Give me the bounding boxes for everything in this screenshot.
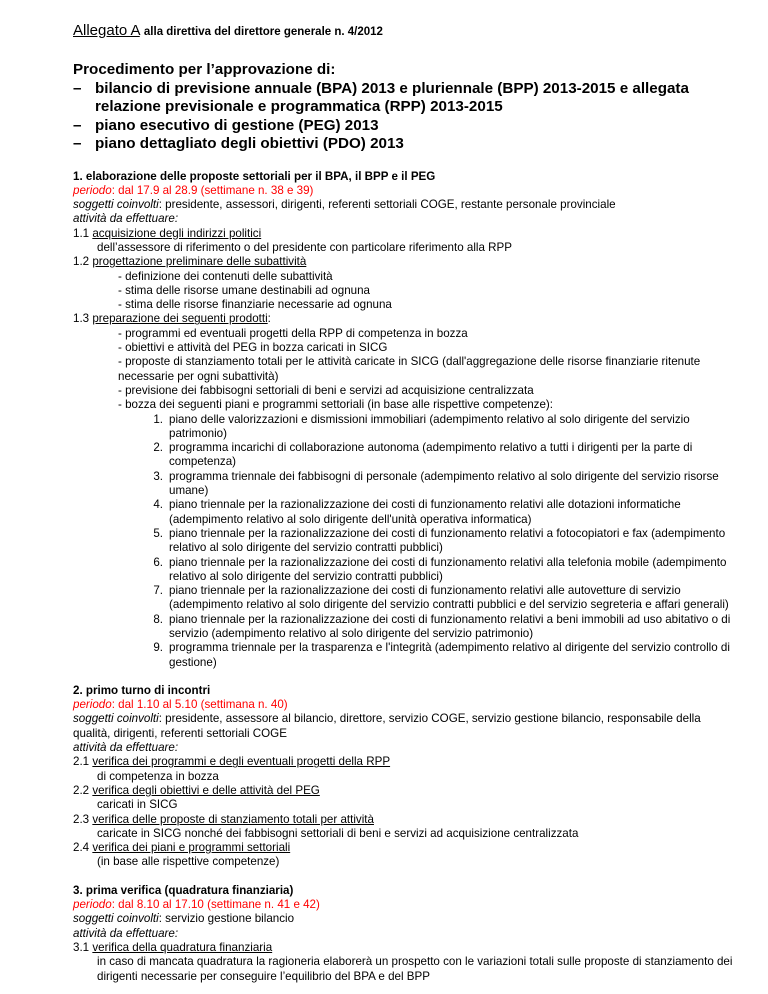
plan-item: 9. programma triennale per la trasparenza e l'integrità (adempimento relativo al dirigente del servizio controllo di gestione) [153, 641, 730, 669]
allegato-label: Allegato A [73, 22, 140, 39]
document-page [73, 22, 733, 984]
title-item: – piano esecutivo di gestione (PEG) 2013 [73, 116, 379, 134]
activity-2-1: 2.1 verifica dei programmi e degli eventuali progetti della RPP [73, 755, 391, 769]
periodo-line: periodo: dal 8.10 al 17.10 (settimane n. 41 e 42) [73, 898, 320, 912]
activity-1-1: 1.1 acquisizione degli indirizzi politici [73, 226, 262, 240]
plan-item: 8. piano triennale per la razionalizzazione dei costi di funzionamento relativi a beni immobili ad uso abitativo o di servizio (adempimento relativo al solo dirigente del servizio patrimonio) [153, 612, 731, 640]
plan-item: 5. piano triennale per la razionalizzazione dei costi di funzionamento relativi a fotocopiatori e fax (adempimento relativo al solo dirigente del servizio contratti pubblici) [153, 526, 726, 555]
section-1 [73, 170, 733, 670]
activity-text: in caso di mancata quadratura la ragioneria elaborerà un prospetto con le variazioni totali sulle proposte di stanziamento dei dirigenti necessarie per conseguire l’equilibrio del BPA e del BPP [97, 955, 733, 983]
list-item: - programmi ed eventuali progetti della RPP di competenza in bozza [118, 326, 468, 340]
section-3 [73, 884, 733, 984]
activity-2-2: 2.2 verifica degli obiettivi e delle attività del PEG [73, 783, 320, 797]
dash-bullet: – [73, 116, 82, 134]
list-item: - stima delle risorse finanziarie necessarie ad ognuna [118, 298, 392, 312]
activity-text: dell’assessore di riferimento o del presidente con particolare riferimento alla RPP [97, 240, 512, 254]
activity-1-2: 1.2 progettazione preliminare delle subattività [73, 255, 307, 269]
plan-item: 7. piano triennale per la razionalizzazione dei costi di funzionamento relativi alle autovetture di servizio (adempimento relativo al solo dirigente del servizio contratti pubblici e del servizio segreteria e affari generali) [153, 584, 729, 612]
list-item: - stima delle risorse umane destinabili ad ognuna [118, 283, 370, 297]
activity-3-1: 3.1 verifica della quadratura finanziaria [73, 940, 273, 954]
section-2 [73, 684, 733, 870]
list-item: - definizione dei contenuti delle subattività [118, 269, 333, 283]
activity-text: (in base alle rispettive competenze) [97, 855, 280, 869]
activity-text: di competenza in bozza [97, 769, 219, 783]
periodo-line: periodo: dal 1.10 al 5.10 (settimana n. 40) [73, 698, 288, 712]
soggetti-line: soggetti coinvolti: presidente, assessore al bilancio, direttore, servizio COGE, servizio gestione bilancio, responsabile della qualità, dirigenti, referenti settoriali COGE [73, 712, 701, 740]
document-title: Procedimento per l’approvazione di: [73, 61, 336, 78]
attivita-label: attività da effettuare: [73, 212, 179, 226]
list-item: - proposte di stanziamento totali per le attività caricate in SICG (dall'aggregazione delle risorse finanziarie ritenute necessarie per ogni subattività) [118, 355, 701, 383]
activity-text: caricate in SICG nonché dei fabbisogni settoriali di beni e servizi ad acquisizione centralizzata [97, 826, 579, 840]
periodo-line: periodo: dal 17.9 al 28.9 (settimane n. 38 e 39) [73, 183, 314, 197]
activity-text: caricati in SICG [97, 798, 178, 812]
title-item: – bilancio di previsione annuale (BPA) 2013 e pluriennale (BPP) 2013-2015 e allegata relazione previsionale e programmatica (RPP) 2013-2015 [73, 79, 689, 115]
dash-bullet: – [73, 135, 82, 152]
list-item: - bozza dei seguenti piani e programmi settoriali (in base alle rispettive competenze): [118, 398, 553, 412]
plan-item: 2. programma incarichi di collaborazione autonoma (adempimento relativo a tutti i dirigenti per la parte di competenza) [153, 441, 693, 469]
plan-item: 3. programma triennale dei fabbisogni di personale (adempimento relativo al solo dirigente del servizio risorse umane) [153, 469, 719, 498]
allegato-subtitle: alla direttiva del direttore generale n. 4/2012 [143, 26, 383, 38]
title-list [73, 80, 733, 154]
section-title: 3. prima verifica (quadratura finanziaria) [73, 883, 294, 897]
activity-1-3: 1.3 preparazione dei seguenti prodotti: [73, 312, 271, 326]
section-title: 2. primo turno di incontri [73, 683, 211, 697]
activity-2-4: 2.4 verifica dei piani e programmi settoriali [73, 841, 291, 855]
activity-2-3: 2.3 verifica delle proposte di stanziamento totali per attività [73, 812, 374, 826]
soggetti-line: soggetti coinvolti: servizio gestione bilancio [73, 912, 295, 926]
title-item: – piano dettagliato degli obiettivi (PDO) 2013 [73, 135, 404, 152]
spacer [73, 870, 733, 884]
spacer [73, 670, 733, 684]
plan-item: 1. piano delle valorizzazioni e dismissioni immobiliari (adempimento relativo al solo dirigente del servizio patrimonio) [153, 412, 690, 440]
document-header [73, 22, 733, 39]
attivita-label: attività da effettuare: [73, 741, 179, 755]
soggetti-line: soggetti coinvolti: presidente, assessori, dirigenti, referenti settoriali COGE, restante personale provinciale [73, 198, 616, 212]
dash-bullet: – [73, 79, 82, 97]
list-item: - obiettivi e attività del PEG in bozza caricati in SICG [118, 341, 388, 355]
attivita-label: attività da effettuare: [73, 926, 179, 940]
plans-list [73, 413, 733, 670]
section-title: 1. elaborazione delle proposte settoriali per il BPA, il BPP e il PEG [73, 169, 436, 183]
list-item: - previsione dei fabbisogni settoriali di beni e servizi ad acquisizione centralizzata [118, 383, 534, 397]
plan-item: 4. piano triennale per la razionalizzazione dei costi di funzionamento relativi alle dotazioni informatiche (adempimento relativo al solo dirigente dell'unità operativa informatica) [153, 498, 681, 526]
document-body [73, 170, 733, 984]
plan-item: 6. piano triennale per la razionalizzazione dei costi di funzionamento relativi alla telefonia mobile (adempimento relativo al solo dirigente del servizio contratti pubblici) [153, 555, 727, 583]
